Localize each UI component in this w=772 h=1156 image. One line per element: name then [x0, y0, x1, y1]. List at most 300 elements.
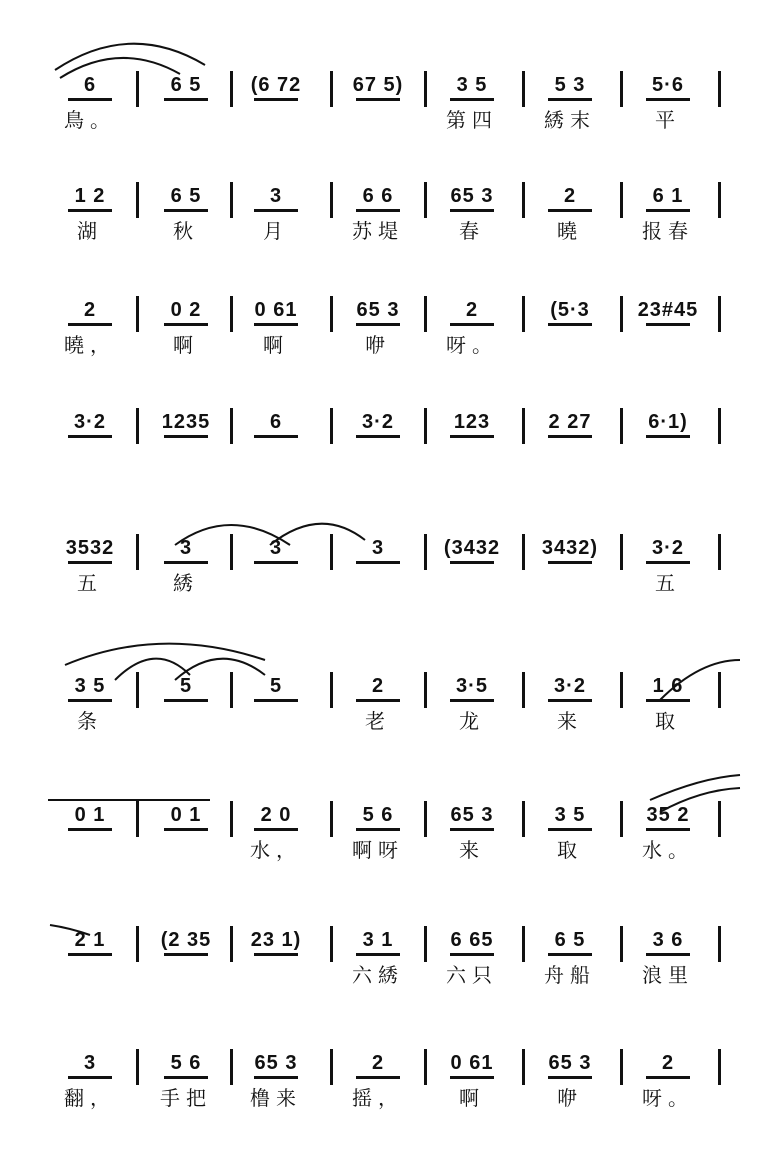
note-underline — [646, 323, 690, 326]
note-underline — [68, 699, 112, 702]
note-underline — [646, 561, 690, 564]
measure-lyric: 六綉 — [352, 963, 404, 987]
barline — [718, 1049, 721, 1085]
measure — [228, 666, 324, 766]
measure — [228, 795, 324, 895]
measure — [522, 920, 618, 1020]
measure-notes: 5 6 — [362, 804, 394, 826]
barline — [424, 1049, 427, 1085]
measure-notes: 65 3 — [548, 1052, 592, 1074]
measure-lyric — [522, 442, 618, 472]
measure — [620, 795, 716, 895]
measure-lyric: 条 — [77, 709, 103, 733]
measure — [138, 65, 234, 165]
measure-lyric: 呀。 — [642, 1086, 694, 1110]
barline — [230, 182, 233, 218]
note-underline — [356, 828, 400, 831]
measure — [330, 1043, 426, 1143]
note-underline — [450, 209, 494, 212]
barline — [424, 296, 427, 332]
note-underline — [646, 435, 690, 438]
barline — [424, 408, 427, 444]
measure — [228, 1043, 324, 1143]
barline — [620, 801, 623, 837]
note-underline — [164, 699, 208, 702]
measure-notes: 2 0 — [260, 804, 292, 826]
note-underline — [254, 435, 298, 438]
measure — [42, 528, 138, 628]
measure-lyric: 咿 — [557, 1086, 583, 1110]
note-underline — [164, 98, 208, 101]
barline — [424, 926, 427, 962]
barline — [330, 672, 333, 708]
barline — [522, 296, 525, 332]
measure — [620, 176, 716, 276]
measure-lyric: 啊 — [263, 333, 289, 357]
note-underline — [68, 561, 112, 564]
note-underline — [450, 561, 494, 564]
note-underline — [646, 1076, 690, 1079]
measure-notes: 2 27 — [548, 411, 592, 433]
measure-notes: 6 65 — [450, 929, 494, 951]
barline — [136, 801, 139, 837]
barline — [230, 801, 233, 837]
measure-lyric: 摇， — [352, 1086, 404, 1110]
barline — [620, 534, 623, 570]
measure-lyric — [42, 960, 138, 990]
note-underline — [646, 699, 690, 702]
measure-notes: 65 3 — [356, 299, 400, 321]
barline — [424, 801, 427, 837]
measure-notes: 0 61 — [254, 299, 298, 321]
measure — [424, 666, 520, 766]
note-underline — [68, 98, 112, 101]
measure — [42, 176, 138, 276]
measure-notes: 2 — [371, 675, 385, 697]
measure-lyric: 啊 — [173, 333, 199, 357]
measure-lyric: 鳥。 — [64, 108, 116, 132]
measure — [138, 795, 234, 895]
barline — [718, 926, 721, 962]
measure-lyric — [522, 568, 618, 598]
score-system — [0, 920, 772, 1040]
measure — [42, 666, 138, 766]
note-underline — [68, 435, 112, 438]
barline — [136, 296, 139, 332]
measure-lyric — [424, 568, 520, 598]
note-underline — [548, 1076, 592, 1079]
measure-notes: 5 — [179, 675, 193, 697]
measure-notes: (3432 — [443, 537, 501, 559]
barline — [230, 672, 233, 708]
measure — [620, 402, 716, 502]
measure-lyric: 六只 — [446, 963, 498, 987]
measure — [138, 402, 234, 502]
score-system — [0, 290, 772, 410]
measure-notes: (2 35 — [160, 929, 212, 951]
measure-lyric: 平 — [655, 108, 681, 132]
barline — [330, 926, 333, 962]
note-underline — [68, 1076, 112, 1079]
measure-notes: 6 5 — [170, 74, 202, 96]
measure — [522, 795, 618, 895]
barline — [718, 71, 721, 107]
measure — [228, 402, 324, 502]
measure-notes: 3 — [269, 185, 283, 207]
note-underline — [548, 209, 592, 212]
note-underline — [450, 953, 494, 956]
measure — [330, 795, 426, 895]
note-underline — [254, 561, 298, 564]
note-underline — [254, 953, 298, 956]
measure — [138, 666, 234, 766]
barline — [718, 296, 721, 332]
measure — [620, 666, 716, 766]
measure-lyric: 綉末 — [544, 108, 596, 132]
measure-notes: 3·5 — [456, 675, 488, 697]
measure-lyric: 月 — [263, 219, 289, 243]
measure-notes: 3·2 — [362, 411, 394, 433]
measure — [620, 65, 716, 165]
measure-notes: 6 5 — [554, 929, 586, 951]
measure-lyric — [138, 706, 234, 736]
measure-lyric — [620, 442, 716, 472]
barline — [522, 534, 525, 570]
measure-lyric — [42, 442, 138, 472]
note-underline — [356, 435, 400, 438]
barline — [424, 182, 427, 218]
measure-notes: 2 1 — [74, 929, 106, 951]
barline — [522, 182, 525, 218]
score-system — [0, 795, 772, 915]
barline — [330, 534, 333, 570]
note-underline — [68, 323, 112, 326]
barline — [522, 408, 525, 444]
measure-lyric: 取 — [557, 838, 583, 862]
barline — [136, 182, 139, 218]
note-underline — [356, 699, 400, 702]
measure-lyric — [330, 442, 426, 472]
measure-lyric — [424, 442, 520, 472]
barline — [718, 801, 721, 837]
measure — [424, 795, 520, 895]
measure-notes: 3 — [269, 537, 283, 559]
measure — [522, 1043, 618, 1143]
measure — [228, 65, 324, 165]
measure-notes: 67 5) — [352, 74, 404, 96]
note-underline — [548, 561, 592, 564]
measure-lyric: 龙 — [459, 709, 485, 733]
barline — [136, 71, 139, 107]
measure — [522, 176, 618, 276]
measure-notes: 3 — [83, 1052, 97, 1074]
measure-lyric — [228, 960, 324, 990]
note-underline — [548, 98, 592, 101]
measure-notes: 6·1) — [648, 411, 688, 433]
barline — [136, 926, 139, 962]
measure-notes: 2 — [563, 185, 577, 207]
barline — [522, 1049, 525, 1085]
measure — [424, 528, 520, 628]
barline — [620, 71, 623, 107]
measure-notes: 23#45 — [637, 299, 699, 321]
barline — [330, 296, 333, 332]
barline — [424, 534, 427, 570]
note-underline — [254, 1076, 298, 1079]
measure-lyric: 来 — [459, 838, 485, 862]
measure — [138, 176, 234, 276]
measure — [424, 176, 520, 276]
measure-lyric: 报春 — [642, 219, 694, 243]
measure-notes: 2 — [661, 1052, 675, 1074]
measure-lyric — [138, 960, 234, 990]
measure-notes: 1235 — [161, 411, 211, 433]
note-underline — [548, 828, 592, 831]
note-underline — [356, 323, 400, 326]
measure-lyric — [330, 105, 426, 135]
barline — [522, 71, 525, 107]
measure-lyric — [620, 330, 716, 360]
measure-lyric — [228, 442, 324, 472]
measure-lyric: 綉 — [173, 571, 199, 595]
note-underline — [254, 98, 298, 101]
note-underline — [450, 1076, 494, 1079]
measure — [42, 1043, 138, 1143]
measure — [522, 65, 618, 165]
note-underline — [356, 209, 400, 212]
measure-notes: 65 3 — [450, 804, 494, 826]
measure-notes: 1 2 — [74, 185, 106, 207]
measure-lyric: 来 — [557, 709, 583, 733]
barline — [522, 926, 525, 962]
barline — [718, 182, 721, 218]
measure — [424, 1043, 520, 1143]
measure-lyric: 老 — [365, 709, 391, 733]
measure-notes: 2 — [83, 299, 97, 321]
measure-notes: 5 — [269, 675, 283, 697]
measure-notes: 3 6 — [652, 929, 684, 951]
barline — [718, 534, 721, 570]
note-underline — [450, 435, 494, 438]
barline — [330, 71, 333, 107]
measure — [330, 666, 426, 766]
measure-notes: 3 5 — [456, 74, 488, 96]
measure-lyric — [138, 835, 234, 865]
measure-notes: 123 — [453, 411, 491, 433]
measure-lyric — [330, 568, 426, 598]
measure-lyric: 浪里 — [642, 963, 694, 987]
note-underline — [646, 953, 690, 956]
measure-notes: 0 2 — [170, 299, 202, 321]
measure — [330, 65, 426, 165]
measure-lyric: 苏堤 — [352, 219, 404, 243]
measure — [42, 65, 138, 165]
measure — [330, 920, 426, 1020]
note-underline — [68, 209, 112, 212]
note-underline — [254, 323, 298, 326]
barline — [136, 534, 139, 570]
measure-lyric — [228, 706, 324, 736]
measure-notes: 6 1 — [652, 185, 684, 207]
measure-notes: 6 5 — [170, 185, 202, 207]
barline — [330, 801, 333, 837]
measure — [522, 402, 618, 502]
measure-notes: 5 3 — [554, 74, 586, 96]
measure-lyric: 咿 — [365, 333, 391, 357]
note-underline — [548, 435, 592, 438]
barline — [620, 296, 623, 332]
measure — [620, 1043, 716, 1143]
measure-notes: 0 61 — [450, 1052, 494, 1074]
note-underline — [356, 1076, 400, 1079]
measure-notes: 3 — [179, 537, 193, 559]
barline — [620, 1049, 623, 1085]
note-underline — [646, 98, 690, 101]
measure-notes: 3·2 — [74, 411, 106, 433]
measure — [42, 290, 138, 390]
note-underline — [450, 323, 494, 326]
measure-notes: 1 6 — [652, 675, 684, 697]
score-system — [0, 65, 772, 185]
note-underline — [548, 953, 592, 956]
measure-notes: 3·2 — [652, 537, 684, 559]
measure-notes: 65 3 — [450, 185, 494, 207]
barline — [136, 408, 139, 444]
barline — [424, 71, 427, 107]
barline — [522, 672, 525, 708]
barline — [620, 926, 623, 962]
measure-notes: 0 1 — [74, 804, 106, 826]
measure — [522, 290, 618, 390]
measure-notes: 2 — [465, 299, 479, 321]
note-underline — [164, 561, 208, 564]
measure-lyric: 舟船 — [544, 963, 596, 987]
measure-lyric: 秋 — [173, 219, 199, 243]
note-underline — [164, 828, 208, 831]
measure-notes: 3 5 — [74, 675, 106, 697]
measure — [228, 920, 324, 1020]
measure — [522, 666, 618, 766]
measure — [620, 290, 716, 390]
barline — [620, 672, 623, 708]
note-underline — [356, 98, 400, 101]
barline — [620, 408, 623, 444]
measure-lyric — [138, 442, 234, 472]
measure — [228, 290, 324, 390]
barline — [136, 672, 139, 708]
barline — [718, 408, 721, 444]
measure-lyric: 手把 — [160, 1086, 212, 1110]
barline — [424, 672, 427, 708]
measure-notes: 35 2 — [646, 804, 690, 826]
measure — [138, 920, 234, 1020]
measure — [228, 528, 324, 628]
measure — [330, 290, 426, 390]
score-system — [0, 176, 772, 296]
measure-lyric: 五 — [655, 571, 681, 595]
note-underline — [164, 323, 208, 326]
note-underline — [254, 828, 298, 831]
measure-notes: 23 1) — [250, 929, 302, 951]
measure-lyric: 曉 — [557, 219, 583, 243]
barline — [136, 1049, 139, 1085]
measure-lyric — [522, 330, 618, 360]
score-system — [0, 666, 772, 786]
measure — [424, 290, 520, 390]
barline — [230, 71, 233, 107]
measure-notes: 3 5 — [554, 804, 586, 826]
note-underline — [356, 953, 400, 956]
measure-notes: 0 1 — [170, 804, 202, 826]
measure — [138, 528, 234, 628]
measure-notes: 6 — [83, 74, 97, 96]
measure-notes: 3532 — [65, 537, 115, 559]
score-system — [0, 1043, 772, 1156]
measure-notes: 3432) — [541, 537, 599, 559]
barline — [230, 534, 233, 570]
measure — [330, 176, 426, 276]
barline — [620, 182, 623, 218]
measure-lyric: 啊 — [459, 1086, 485, 1110]
measure-lyric: 春 — [459, 219, 485, 243]
measure-lyric: 水。 — [642, 838, 694, 862]
note-underline — [450, 828, 494, 831]
measure-lyric: 呀。 — [446, 333, 498, 357]
measure-lyric: 翻， — [64, 1086, 116, 1110]
measure-notes: 3 — [371, 537, 385, 559]
note-underline — [164, 435, 208, 438]
barline — [230, 296, 233, 332]
note-underline — [68, 828, 112, 831]
barline — [230, 1049, 233, 1085]
barline — [330, 182, 333, 218]
measure — [424, 65, 520, 165]
note-underline — [68, 953, 112, 956]
measure — [522, 528, 618, 628]
measure-lyric: 曉， — [64, 333, 116, 357]
measure-lyric: 橹来 — [250, 1086, 302, 1110]
note-underline — [164, 953, 208, 956]
measure-notes: 3 1 — [362, 929, 394, 951]
barline — [718, 672, 721, 708]
measure — [330, 402, 426, 502]
score-system — [0, 402, 772, 522]
measure-lyric — [42, 835, 138, 865]
note-underline — [254, 209, 298, 212]
measure — [228, 176, 324, 276]
measure — [42, 795, 138, 895]
measure-notes: 2 — [371, 1052, 385, 1074]
measure-notes: 3·2 — [554, 675, 586, 697]
measure-notes: 5·6 — [652, 74, 684, 96]
measure-lyric: 第四 — [446, 108, 498, 132]
barline — [230, 408, 233, 444]
measure — [138, 290, 234, 390]
measure-lyric: 取 — [655, 709, 681, 733]
note-underline — [164, 209, 208, 212]
note-underline — [646, 209, 690, 212]
barline — [330, 1049, 333, 1085]
measure — [424, 920, 520, 1020]
barline — [330, 408, 333, 444]
barline — [522, 801, 525, 837]
score-system — [0, 528, 772, 648]
measure — [620, 528, 716, 628]
measure — [42, 402, 138, 502]
measure — [42, 920, 138, 1020]
note-underline — [450, 98, 494, 101]
measure — [138, 1043, 234, 1143]
